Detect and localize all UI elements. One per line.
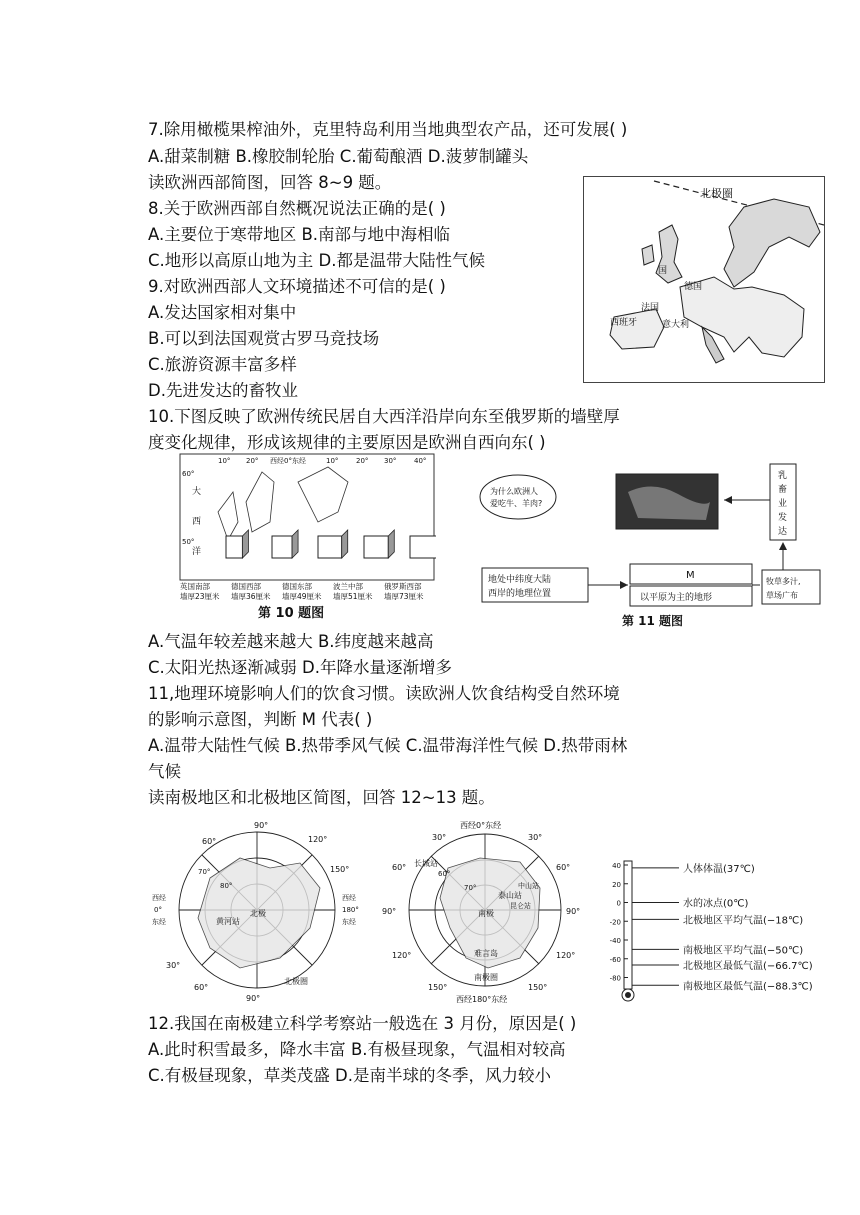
q11-stem-1: 11,地理环境影响人们的饮食习惯。读欧洲人饮食结构受自然环境 (148, 684, 620, 703)
thermo-tick-label: -60 (609, 955, 621, 964)
arctic-meridian: 120° (308, 835, 328, 844)
italy-label: 意大利 (662, 320, 690, 330)
arctic-meridian: 90° (246, 994, 261, 1003)
fig11-caption: 第 11 题图 (622, 614, 684, 627)
bubble-line-1: 为什么欧洲人 (490, 487, 538, 496)
wall-thickness-label: 墙厚73厘米 (384, 592, 424, 601)
dairy-char: 乳 (778, 471, 788, 481)
thermo-marker-label: 北极地区平均气温(−18℃) (683, 915, 804, 927)
wall-region-label: 波兰中部 (333, 582, 363, 591)
q12-option-ab: A.此时积雪最多，降水丰富 B.有极昼现象，气温相对较高 (148, 1040, 566, 1059)
thermo-tick-label: -80 (609, 974, 621, 983)
thermo-tick-label: 20 (612, 880, 621, 889)
pasture-line-1: 牧草多汁, (766, 577, 801, 586)
q11-stem-2: 的影响示意图，判断 M 代表( ) (148, 710, 373, 729)
ocean-char: 西 (192, 517, 202, 527)
thermo-tick-label: 0 (616, 899, 621, 908)
dairy-char: 达 (778, 527, 788, 537)
q9-option-a: A.发达国家相对集中 (148, 303, 297, 322)
wall-block (272, 536, 292, 558)
antarctic-lat: 60° (438, 870, 451, 878)
q10-option-cd: C.太阳光热逐渐减弱 D.年降水量逐渐增多 (148, 658, 452, 677)
antarctic-meridian: 60° (556, 863, 571, 872)
antarctic-meridian: 120° (392, 951, 412, 960)
q9-option-d: D.先进发达的畜牧业 (148, 381, 298, 400)
fig10-tick: 10° (326, 457, 339, 465)
france-label: 法国 (641, 303, 660, 313)
ocean-char: 大 (192, 487, 202, 497)
position-line-2: 西岸的地理位置 (488, 589, 552, 599)
uk-label: 国 (658, 266, 668, 276)
box-terrain: 以平原为主的地形 (640, 593, 713, 603)
germany-label: 德国 (684, 282, 703, 292)
q10-stem-2: 度变化规律，形成该规律的主要原因是欧洲自西向东( ) (148, 433, 546, 452)
fig10-lat: 50° (182, 538, 195, 546)
q7-stem: 7.除用橄榄果榨油外，克里特岛利用当地典型农产品，还可发展( ) (148, 120, 628, 139)
arctic-meridian: 30° (166, 961, 181, 970)
arctic-meridian: 180° (342, 906, 359, 914)
antarctic-map (380, 818, 590, 1003)
ocean-char: 洋 (192, 547, 202, 557)
q8-option-cd: C.地形以高原山地为主 D.都是温带大陆性气候 (148, 251, 485, 270)
antarctic-meridian: 150° (528, 983, 548, 992)
arctic-meridian: 西经 (342, 894, 356, 902)
zhongshan-station-label: 中山站 (518, 882, 539, 890)
fig10-tick: 40° (414, 457, 427, 465)
dairy-char: 发 (778, 513, 788, 523)
arctic-meridian: 0° (154, 906, 162, 914)
q9-stem: 9.对欧洲西部人文环境描述不可信的是( ) (148, 277, 446, 296)
wall-thickness-label: 墙厚23厘米 (180, 592, 220, 601)
arctic-meridian: 60° (202, 837, 217, 846)
antarctic-top-label: 西经0°东经 (460, 821, 502, 830)
dairy-char: 畜 (778, 485, 788, 495)
taishan-station-label: 泰山站 (498, 891, 522, 900)
q9-option-c: C.旅游资源丰富多样 (148, 355, 297, 374)
fig10-tick: 20° (246, 457, 259, 465)
wall-block (410, 536, 436, 558)
arctic-meridian: 东经 (342, 918, 356, 926)
fig11-diet-diagram (478, 452, 823, 627)
fig10-tick: 30° (384, 457, 397, 465)
q10-option-ab: A.气温年较差越来越大 B.纬度越来越高 (148, 632, 434, 651)
q10-stem-1: 10.下图反映了欧洲传统民居自大西洋沿岸向东至俄罗斯的墙壁厚 (148, 407, 620, 426)
antarctic-meridian: 90° (382, 907, 397, 916)
wall-region-label: 德国东部 (282, 582, 312, 591)
yellow-river-station-label: 黄河站 (216, 917, 240, 926)
arctic-map (150, 818, 365, 1003)
wall-thickness-label: 墙厚51厘米 (333, 592, 373, 601)
arctic-lat: 80° (220, 882, 233, 890)
q12-stem: 12.我国在南极建立科学考察站一般选在 3 月份，原因是( ) (148, 1014, 577, 1033)
wall-block (226, 536, 242, 558)
wall-thickness-label: 墙厚49厘米 (282, 592, 322, 601)
inexpressible-island-label: 难言岛 (474, 949, 498, 958)
q8-stem: 8.关于欧洲西部自然概况说法正确的是( ) (148, 199, 446, 218)
bubble-line-2: 爱吃牛、羊肉? (490, 499, 543, 508)
arctic-meridian: 西经 (152, 894, 166, 902)
arctic-meridian: 东经 (152, 918, 166, 926)
fig10-tick: 20° (356, 457, 369, 465)
europe-west-map (583, 176, 825, 383)
q12-option-cd: C.有极昼现象，草类茂盛 D.是南半球的冬季，风力较小 (148, 1066, 551, 1085)
q8-option-ab: A.主要位于寒带地区 B.南部与地中海相临 (148, 225, 451, 244)
wall-region-label: 德国西部 (231, 582, 261, 591)
antarctic-meridian: 30° (432, 833, 447, 842)
position-line-1: 地处中纬度大陆 (488, 575, 552, 585)
q11-options-wrap: 气候 (148, 762, 181, 781)
antarctic-lat: 70° (464, 884, 477, 892)
great-wall-station-label: 长城站 (414, 859, 438, 868)
kunlun-station-label: 昆仑站 (510, 902, 531, 910)
antarctic-bottom-label: 西经180°东经 (456, 995, 508, 1003)
wall-region-label: 俄罗斯西部 (384, 582, 422, 591)
thermometer-chart (605, 855, 830, 1005)
fig10-tick: 西经0°东经 (270, 457, 306, 465)
thermo-marker-label: 人体体温(37℃) (683, 863, 755, 875)
arctic-meridian: 150° (330, 865, 350, 874)
antarctic-meridian: 120° (556, 951, 576, 960)
wall-block (318, 536, 342, 558)
north-pole-label: 北极 (250, 909, 266, 918)
wall-thickness-label: 墙厚36厘米 (231, 592, 271, 601)
thermo-tick-label: 40 (612, 862, 621, 870)
arctic-meridian: 60° (194, 983, 209, 992)
q11-options: A.温带大陆性气候 B.热带季风气候 C.温带海洋性气候 D.热带雨林 (148, 736, 628, 755)
antarctic-meridian: 90° (566, 907, 581, 916)
pasture-line-2: 草场广布 (766, 591, 798, 600)
fig10-tick: 10° (218, 457, 231, 465)
thermo-tick-label: -20 (609, 918, 621, 927)
arctic-circle-label: 北极圈 (284, 977, 308, 986)
antarctic-meridian: 150° (428, 983, 448, 992)
q12-13-intro: 读南极地区和北极地区简图，回答 12~13 题。 (148, 788, 495, 807)
fig10-wall-map (178, 452, 436, 620)
arctic-circle-label: 北极圈 (700, 187, 733, 200)
fig10-caption: 第 10 题图 (258, 606, 325, 620)
arctic-lat: 70° (198, 868, 211, 876)
spain-label: 西班牙 (610, 318, 638, 328)
q9-option-b: B.可以到法国观赏古罗马竞技场 (148, 329, 380, 348)
thermo-marker-label: 水的冰点(0℃) (683, 898, 749, 910)
box-m: M (686, 570, 695, 581)
antarctic-circle-label: 南极圈 (474, 973, 498, 982)
q8-9-intro: 读欧洲西部简图，回答 8~9 题。 (148, 173, 392, 192)
thermo-tick-label: -40 (609, 937, 621, 945)
antarctic-meridian: 60° (392, 863, 407, 872)
antarctic-meridian: 30° (528, 833, 543, 842)
thermo-marker-label: 南极地区平均气温(−50℃) (683, 945, 804, 957)
south-pole-label: 南极 (478, 909, 494, 918)
wall-region-label: 英国南部 (180, 582, 210, 591)
q7-options: A.甜菜制糖 B.橡胶制轮胎 C.葡萄酿酒 D.菠萝制罐头 (148, 147, 529, 166)
wall-block (364, 536, 388, 558)
dairy-char: 业 (778, 499, 788, 509)
thermo-marker-label: 南极地区最低气温(−88.3℃) (683, 981, 813, 993)
fig10-lat: 60° (182, 470, 195, 478)
thermo-marker-label: 北极地区最低气温(−66.7℃) (683, 961, 813, 973)
arctic-meridian: 90° (254, 821, 269, 830)
